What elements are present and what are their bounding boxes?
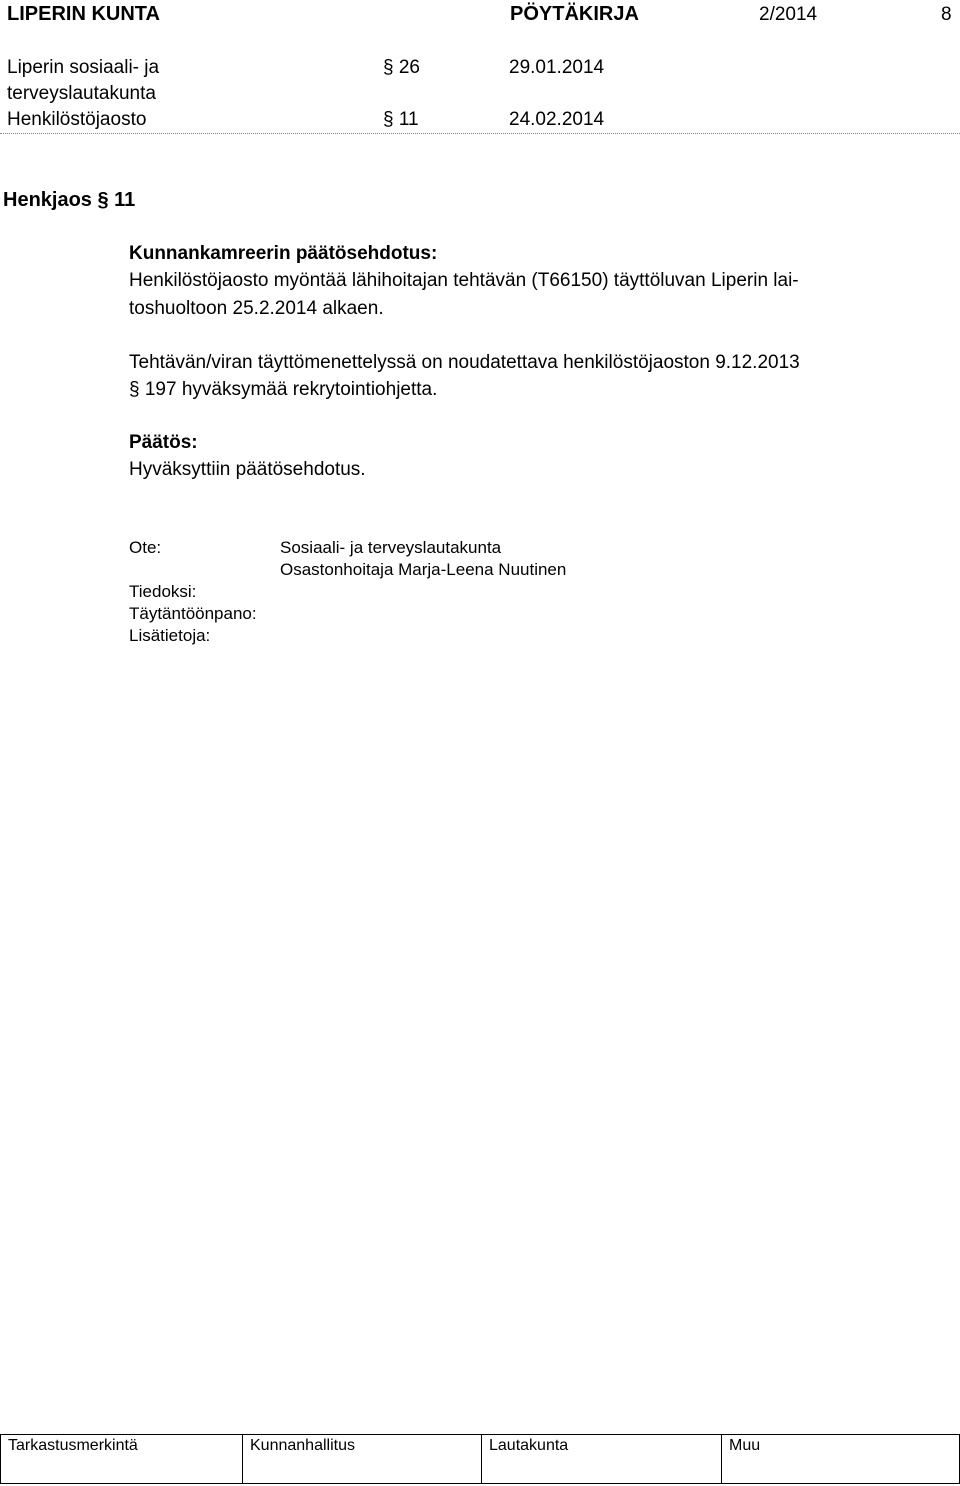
meta-body-name: Liperin sosiaali- ja <box>7 57 160 78</box>
ote-recipient: Osastonhoitaja Marja-Leena Nuutinen <box>280 560 567 579</box>
ote-label: Ote: <box>129 538 162 557</box>
meta-body-name-cont: terveyslautakunta <box>7 83 156 104</box>
proposal-label: Kunnankamreerin päätösehdotus: <box>129 243 438 264</box>
meta-date: 24.02.2014 <box>509 109 605 130</box>
taytantoonpano-label: Täytäntöönpano: <box>129 604 257 623</box>
footer-cell-lautakunta: Lautakunta <box>482 1435 722 1483</box>
decision-label: Päätös: <box>129 432 198 453</box>
proposal-text-line: Henkilöstöjaosto myöntää lähihoitajan tehtävän (T66150) täyttöluvan Liperin lai- <box>129 270 799 291</box>
document-number: 2/2014 <box>759 4 818 25</box>
footer-table <box>0 1434 960 1484</box>
footer-cell-tarkastusmerkinta: Tarkastusmerkintä <box>1 1435 243 1483</box>
tiedoksi-label: Tiedoksi: <box>129 582 197 601</box>
meta-body-name: Henkilöstöjaosto <box>7 109 147 130</box>
meta-section-number: § 11 <box>383 109 419 130</box>
section-title: Henkjaos § 11 <box>3 189 136 211</box>
note-text-line: Tehtävän/viran täyttömenettelyssä on noudatettava henkilöstöjaoston 9.12.2013 <box>129 352 800 373</box>
meta-date: 29.01.2014 <box>509 57 605 78</box>
document-type: PÖYTÄKIRJA <box>510 3 639 25</box>
lisatietoja-label: Lisätietoja: <box>129 626 211 645</box>
page-number: 8 <box>941 4 952 25</box>
decision-text: Hyväksyttiin päätösehdotus. <box>129 459 366 480</box>
ote-recipient: Sosiaali- ja terveyslautakunta <box>280 538 502 557</box>
meta-section-number: § 26 <box>383 57 420 78</box>
municipality-name: LIPERIN KUNTA <box>7 3 160 25</box>
note-text-line: § 197 hyväksymää rekrytointiohjetta. <box>129 379 438 400</box>
proposal-text-line: toshuoltoon 25.2.2014 alkaen. <box>129 298 384 319</box>
footer-cell-kunnanhallitus: Kunnanhallitus <box>243 1435 482 1483</box>
header-divider <box>0 133 960 134</box>
footer-cell-muu: Muu <box>729 1437 761 1454</box>
